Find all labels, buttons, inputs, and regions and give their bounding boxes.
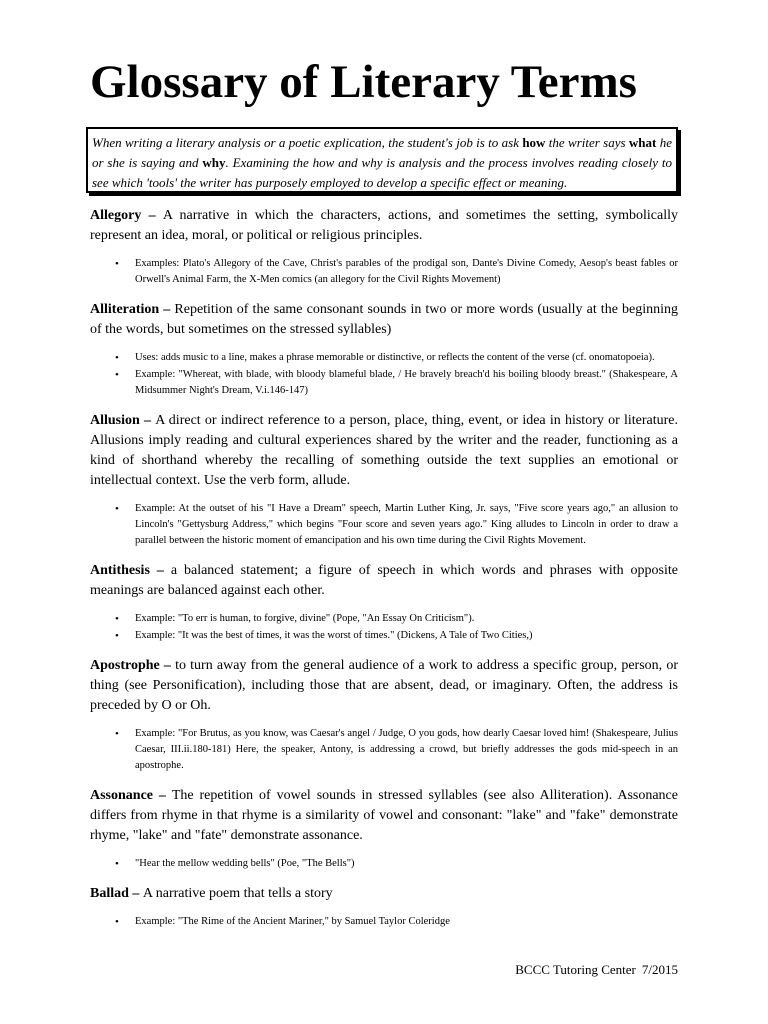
term-antithesis: Antithesis – [90,563,171,578]
intro-what: what [628,135,657,150]
examples-apostrophe [90,726,678,774]
definition-ballad: A narrative poem that tells a story [142,886,333,901]
intro-why: why [202,155,226,170]
definition-alliteration: Repetition of the same consonant sounds in two or more words (usually at the beginning of the words, but sometimes on the stressed syllables) [90,302,678,337]
example-item: • Example: "Whereat, with blade, with bloody blameful blade, / He bravely breach'd his boiling bloody breast." (Shakespeare, A Midsummer Night's Dream, V.i.146-147) [135,367,678,399]
term-apostrophe: Apostrophe – [90,658,176,673]
definition-apostrophe: to turn away from the general audience of a work to address a specific group, person, or thing (see Personification), including those that are absent, dead, or imaginary. Often, the address is preceded by O or Oh. [90,658,678,713]
entry-allegory [90,206,678,246]
entry-alliteration [90,300,678,340]
examples-antithesis [90,611,678,644]
examples-allegory [90,256,678,288]
examples-alliteration [90,350,678,399]
footer [509,960,678,980]
definition-assonance: The repetition of vowel sounds in stressed syllables (see also Alliteration). Assonance differs from rhyme in that rhyme is a similarity of vowel and consonant: "lake" and "fake" demonstrate rhyme, "lake" and "fate" demonstrate assonance. [90,788,678,843]
intro-text-4: . Examining the how and why is analysis and the process involves reading closely to see which 'tools' the writer has purposely employed to develop a specific effect or meaning. [92,155,672,190]
term-ballad: Ballad – [90,886,143,901]
entry-allusion [90,411,678,491]
intro-text-3: he or she is saying and [92,135,672,170]
entry-ballad [90,884,678,904]
definition-antithesis: a balanced statement; a figure of speech in which words and phrases with opposite meanings are balanced against each other. [90,563,678,598]
definition-allusion: A direct or indirect reference to a person, place, thing, event, or idea in history or literature. Allusions imply reading and cultural experiences shared by the writer and the reader, functioning as a kind of shorthand whereby the recalling of something outside the text supplies an emotional or intellectual context. Use the verb form, allude. [90,413,678,488]
entry-apostrophe [90,656,678,716]
footer-date: 7/2015 [641,962,678,977]
glossary-content [90,206,678,942]
term-allusion: Allusion – [90,413,156,428]
example-item: • Example: "It was the best of times, it was the worst of times." (Dickens, A Tale of Two Cities,) [135,628,678,644]
intro-how: how [522,135,546,150]
example-item: • Example: "For Brutus, as you know, was Caesar's angel / Judge, O you gods, how dearly Caesar loved him! (Shakespeare, Julius Caesar, III.ii.180-181) Here, the speaker, Antony, is addressing a crowd, but briefly addresses the gods mid-speech in an apostrophe. [135,726,678,774]
term-allegory: Allegory – [90,208,163,223]
example-item: • "Hear the mellow wedding bells" (Poe, "The Bells") [135,856,678,872]
example-item: • Example: "The Rime of the Ancient Mariner," by Samuel Taylor Coleridge [135,914,678,930]
entry-assonance [90,786,678,846]
term-alliteration: Alliteration – [90,302,175,317]
examples-ballad [90,914,678,930]
example-item: • Uses: adds music to a line, makes a phrase memorable or distinctive, or reflects the content of the verse (cf. onomatopoeia). [135,350,678,366]
intro-text-2: the writer says [545,135,629,150]
example-item: • Example: "To err is human, to forgive, divine" (Pope, "An Essay On Criticism"). [135,611,678,627]
footer-org: BCCC Tutoring Center [515,962,636,977]
entry-antithesis [90,561,678,601]
examples-assonance [90,856,678,872]
examples-allusion [90,501,678,549]
definition-allegory: A narrative in which the characters, actions, and sometimes the setting, symbolically represent an idea, moral, or political or religious principles. [90,208,678,243]
intro-text-1: When writing a literary analysis or a poetic explication, the student's job is to ask [92,135,523,150]
intro-box [86,127,678,193]
example-item: • Examples: Plato's Allegory of the Cave, Christ's parables of the prodigal son, Dante's Divine Comedy, Aesop's beast fables or Orwell's Animal Farm, the X-Men comics (an allegory for the Civil Rights Movement) [135,256,678,288]
term-assonance: Assonance – [90,788,172,803]
page-title: Glossary of Literary Terms [90,56,637,108]
example-item: • Example: At the outset of his "I Have a Dream" speech, Martin Luther King, Jr. says, "Five score years ago," an allusion to Lincoln's "Gettysburg Address," which begins "Four score and seven years ago." King alludes to Lincoln in order to draw a parallel between the historic moment of emancipation and his own time during the Civil Rights Movement. [135,501,678,549]
